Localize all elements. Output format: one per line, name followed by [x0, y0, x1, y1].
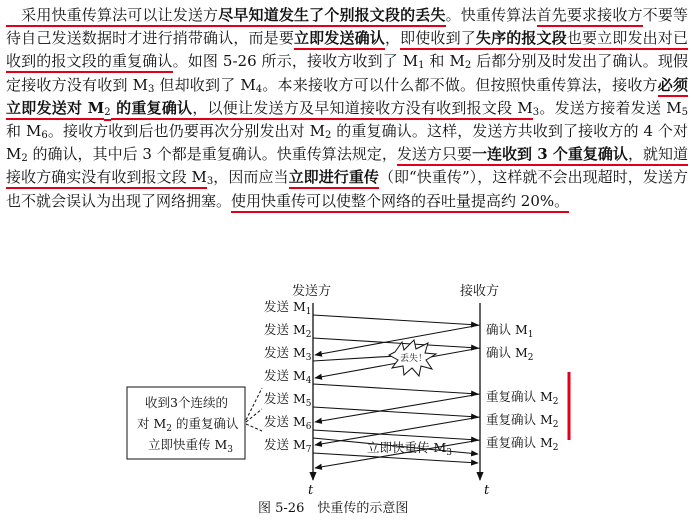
lost-segment-arrow — [313, 356, 396, 361]
text-run: 。快重传算法 — [445, 6, 537, 24]
send-label: 发送 $M_7$ — [264, 437, 312, 455]
text-run: ，因而应当 — [213, 168, 289, 187]
send-label: 发送 $M_4$ — [264, 368, 312, 386]
highlighted-phrase: ，以便让发送方及早知道接收方没有收到报文段 M — [192, 99, 532, 120]
note-line-3: 立即快重传 $M_3$ — [148, 437, 234, 455]
retransmit-label: 立即快重传 $M_3$ — [367, 440, 453, 458]
lost-label: 丢失！ — [400, 354, 428, 364]
data-segment-arrow — [313, 338, 478, 348]
send-label: 发送 $M_3$ — [264, 345, 312, 363]
subscript: 5 — [681, 106, 688, 118]
text-run: 但却收到了 M — [154, 75, 256, 94]
receiver-time-label: t — [484, 483, 490, 498]
highlighted-phrase: 立即进行重传 — [289, 168, 379, 189]
text-run: 后都分别及时发出了确认。现假定接收方没有收到 M — [6, 52, 688, 94]
subscript: 6 — [41, 130, 48, 142]
data-segment-arrow — [313, 384, 478, 394]
sender-time-label: t — [308, 483, 314, 498]
subscript: 1 — [418, 60, 425, 72]
highlighted-phrase: 立即发送确认 — [294, 29, 385, 50]
highlighted-phrase: 也要立即发出对已收到的报文段的重复确认 — [6, 29, 688, 73]
ack-arrow — [315, 394, 480, 422]
subscript: 3 — [532, 106, 540, 118]
sender-title: 发送方 — [292, 284, 332, 299]
figure-caption: 图 5-26 快重传的示意图 — [258, 501, 409, 516]
highlighted-phrase: 发送方只要 — [397, 145, 472, 166]
data-segment-arrow — [313, 315, 478, 325]
send-label: 发送 $M_2$ — [264, 322, 312, 340]
highlighted-phrase: 失序的报文段 — [476, 29, 567, 50]
body-paragraph — [6, 4, 688, 213]
text-run: （即“快重传”），这样就不会出现超时，发送方也不就会误认为出现了网络拥塞。 — [6, 168, 688, 210]
note-connector — [246, 424, 262, 431]
text-run: 和 M — [6, 122, 42, 141]
subscript: 3 — [206, 176, 214, 188]
ack-label: 确认 $M_1$ — [486, 322, 534, 340]
ack-label: 重复确认 $M_2$ — [486, 435, 559, 453]
highlighted-phrase: 采用快重传算法可以让发送方 — [6, 6, 218, 27]
highlighted-phrase: 的重复确认 — [111, 99, 193, 120]
ack-label: 重复确认 $M_2$ — [486, 412, 559, 430]
send-label: 发送 $M_6$ — [264, 414, 312, 432]
highlighted-phrase: 使用快重传可以使整个网络的吞吐量提高约 20%。 — [231, 192, 569, 213]
fast-retransmit-diagram — [0, 280, 691, 520]
note-line-2: 对 $M_2$ 的重复确认 — [137, 416, 239, 434]
highlighted-phrase: 尽早知道发生了个别报文段的丢失 — [218, 6, 445, 27]
highlighted-phrase: 首先要求接收方 — [537, 6, 643, 27]
receiver-title: 接收方 — [460, 284, 500, 299]
highlighted-phrase: ，就知道接收方确实没有收到报文段 M — [6, 145, 688, 189]
send-label: 发送 $M_5$ — [264, 391, 312, 409]
send-label: 发送 $M_1$ — [264, 299, 312, 317]
text-run: 。接收方收到后也仍要再次分别发出对 M — [47, 122, 326, 141]
subscript: 3 — [148, 83, 155, 95]
text-run: 。本来接收方可以什么都不做。但按照快重传算法，接收方 — [262, 75, 658, 94]
ack-label: 确认 $M_2$ — [486, 345, 534, 363]
subscript: 4 — [255, 83, 263, 95]
text-run: 和 M — [424, 52, 465, 71]
subscript: 2 — [325, 130, 332, 142]
text-run: 不要等待自己发送数据时才进行捎带确认，而是要 — [6, 6, 688, 48]
ack-label: 重复确认 $M_2$ — [486, 389, 559, 407]
text-run: 。如图 5-26 所示，接收方收到了 M — [172, 52, 419, 71]
highlighted-phrase: 必须立即发送对 M — [6, 76, 688, 120]
subscript: 2 — [464, 60, 472, 72]
text-run: 的重复确认。这样，发送方共收到了接收方的 4 个对 M — [6, 122, 688, 164]
note-line-1: 收到3个连续的 — [145, 395, 228, 410]
text-run: 。发送方接着发送 M — [539, 98, 682, 117]
text-run: ， — [384, 29, 401, 48]
highlighted-phrase: 即使收到了 — [400, 29, 476, 50]
text-run: 的确认，其中后 3 个都是重复确认。快重传算法规定， — [27, 145, 397, 164]
subscript: 2 — [104, 107, 110, 121]
highlighted-phrase: 一连收到 3 个重复确认 — [472, 145, 628, 166]
subscript: 2 — [21, 153, 28, 165]
